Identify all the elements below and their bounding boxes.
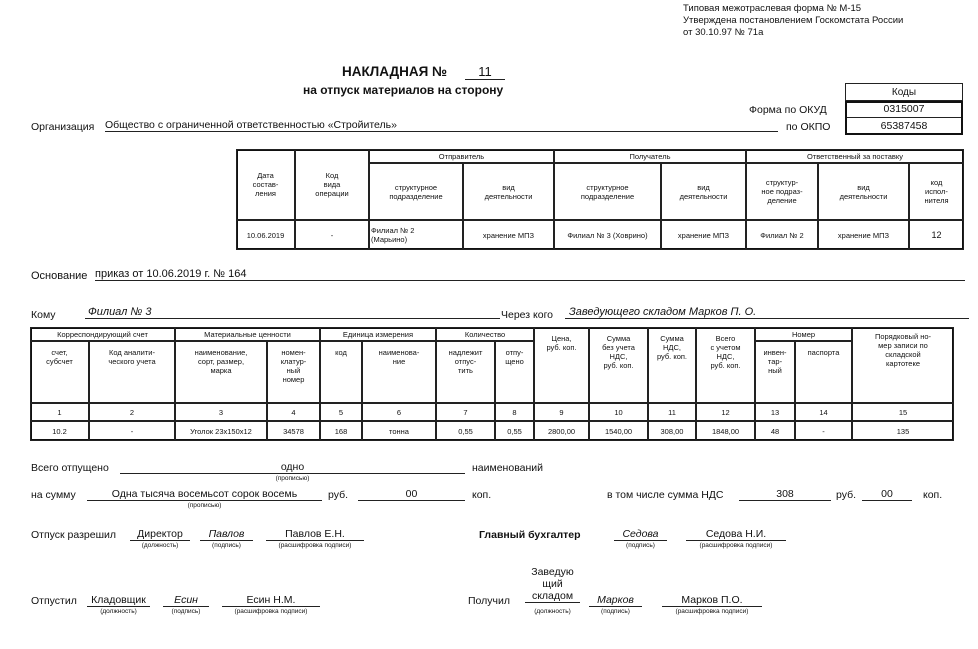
- th-record-no: Порядковый но- мер записи по складской картотеке: [852, 327, 954, 403]
- sum-label: на сумму: [31, 489, 76, 501]
- chief-accountant-label: Главный бухгалтер: [479, 529, 581, 541]
- td-resp-activity: хранение МПЗ: [818, 220, 909, 250]
- td-vat-sum: 308,00: [648, 421, 696, 441]
- col-number: 4: [267, 403, 320, 421]
- col-number: 11: [648, 403, 696, 421]
- td-sender-unit: Филиал № 2 (Марьино): [369, 220, 463, 250]
- td-price: 2800,00: [534, 421, 589, 441]
- col-number: 1: [30, 403, 89, 421]
- vat-rub-label: руб.: [836, 489, 857, 501]
- th-receiver: Получатель: [554, 149, 746, 163]
- form-approval-line: Утверждена постановлением Госкомстата России: [683, 15, 904, 26]
- th-sum-no-vat: Сумма без учета НДС, руб. коп.: [589, 327, 648, 403]
- th-receiver-unit: структурное подразделение: [554, 163, 661, 220]
- received-position-caption: (должность): [534, 608, 571, 615]
- chief-name: Седова Н.И.: [686, 528, 786, 541]
- th-group-account: Корреспондирующий счет: [30, 327, 175, 341]
- okud-code: 0315007: [883, 103, 925, 115]
- td-unit-name: тонна: [362, 421, 436, 441]
- released-position: Кладовщик: [87, 594, 150, 607]
- okpo-code: 65387458: [880, 120, 928, 132]
- td-date: 10.06.2019: [236, 220, 295, 250]
- to-label: Кому: [31, 309, 56, 321]
- through-value: Заведующего складом Марков П. О.: [565, 306, 969, 319]
- col-number: 14: [795, 403, 852, 421]
- doc-subtitle: на отпуск материалов на сторону: [303, 83, 504, 97]
- codes-header: Коды: [845, 83, 963, 101]
- td-material-name: Уголок 23х150х12: [175, 421, 267, 441]
- th-group-number: Номер: [755, 327, 852, 341]
- doc-number: 11: [465, 64, 505, 80]
- th-resp-unit: структур- ное подраз- деление: [746, 163, 818, 220]
- td-sender-activity: хранение МПЗ: [463, 220, 554, 250]
- td-account-no: 10.2: [30, 421, 89, 441]
- col-number: 2: [89, 403, 175, 421]
- sum-kop-value: 00: [358, 488, 465, 501]
- th-receiver-activity: вид деятельности: [661, 163, 746, 220]
- th-qty-released: отпу- щено: [495, 341, 534, 403]
- received-position: Заведую щий складом: [525, 566, 580, 603]
- form-date-line: от 30.10.97 № 71а: [683, 27, 764, 38]
- items-label: наименований: [472, 462, 544, 474]
- col-number: 9: [534, 403, 589, 421]
- basis-label: Основание: [31, 270, 88, 282]
- th-resp-activity: вид деятельности: [818, 163, 909, 220]
- th-date: Дата состав- ления: [236, 149, 295, 220]
- td-total-vat: 1848,00: [696, 421, 755, 441]
- released-signature-caption: (подпись): [171, 608, 201, 615]
- sum-kop-label: коп.: [472, 489, 492, 501]
- released-signature: Есин: [163, 594, 209, 607]
- td-receiver-activity: хранение МПЗ: [661, 220, 746, 250]
- okpo-label: по ОКПО: [786, 121, 831, 133]
- col-number: 10: [589, 403, 648, 421]
- th-inventory: инвен- тар- ный: [755, 341, 795, 403]
- okud-label: Форма по ОКУД: [749, 104, 827, 116]
- td-unit-code: 168: [320, 421, 362, 441]
- vat-kop-label: коп.: [923, 489, 943, 501]
- th-responsible: Ответственный за поставку: [746, 149, 964, 163]
- col-number: 12: [696, 403, 755, 421]
- codes-divider: [847, 117, 961, 118]
- th-account-no: счет, субсчет: [30, 341, 89, 403]
- th-group-materials: Материальные ценности: [175, 327, 320, 341]
- allowed-signature: Павлов: [200, 528, 253, 541]
- th-sender: Отправитель: [369, 149, 554, 163]
- td-qty-due: 0,55: [436, 421, 495, 441]
- td-record-no: 135: [852, 421, 954, 441]
- td-receiver-unit: Филиал № 3 (Ховрино): [554, 220, 661, 250]
- col-number: 6: [362, 403, 436, 421]
- allowed-label: Отпуск разрешил: [31, 529, 117, 541]
- th-sender-activity: вид деятельности: [463, 163, 554, 220]
- released-name: Есин Н.М.: [222, 594, 320, 607]
- allowed-position: Директор: [130, 528, 190, 541]
- td-qty-released: 0,55: [495, 421, 534, 441]
- released-position-caption: (должность): [100, 608, 137, 615]
- th-item-no: номен- клатур- ный номер: [267, 341, 320, 403]
- chief-signature-caption: (подпись): [626, 542, 655, 549]
- released-total-label: Всего отпущено: [31, 462, 109, 474]
- released-name-caption: (расшифровка подписи): [234, 608, 308, 615]
- to-value: Филиал № 3: [85, 306, 500, 319]
- col-number: 15: [852, 403, 954, 421]
- doc-title: НАКЛАДНАЯ №: [342, 64, 448, 79]
- received-signature: Марков: [589, 594, 642, 607]
- th-group-unit: Единица измерения: [320, 327, 436, 341]
- sum-words-caption: (прописью): [187, 502, 222, 509]
- vat-total-value: 308: [739, 488, 831, 501]
- th-group-qty: Количество: [436, 327, 534, 341]
- td-op-code: -: [295, 220, 369, 250]
- chief-signature: Седова: [614, 528, 667, 541]
- released-total-caption: (прописью): [275, 475, 310, 482]
- vat-total-label: в том числе сумма НДС: [607, 489, 724, 501]
- received-name: Марков П.О.: [662, 594, 762, 607]
- organization-label: Организация: [31, 121, 95, 133]
- td-item-no: 34578: [267, 421, 320, 441]
- received-label: Получил: [468, 595, 510, 607]
- released-by-label: Отпустил: [31, 595, 77, 607]
- organization-value: Общество с ограниченной ответственностью «Стройитель»: [105, 119, 778, 132]
- th-op-code: Код вида операции: [295, 149, 369, 220]
- chief-name-caption: (расшифровка подписи): [699, 542, 773, 549]
- col-number: 13: [755, 403, 795, 421]
- col-number: 7: [436, 403, 495, 421]
- td-analytic-code: -: [89, 421, 175, 441]
- th-sender-unit: структурное подразделение: [369, 163, 463, 220]
- col-number: 5: [320, 403, 362, 421]
- received-signature-caption: (подпись): [601, 608, 630, 615]
- col-number: 8: [495, 403, 534, 421]
- th-qty-due: надлежит отпус- тить: [436, 341, 495, 403]
- th-executor-code: код испол- нителя: [909, 163, 964, 220]
- th-total-vat: Всего с учетом НДС, руб. коп.: [696, 327, 755, 403]
- received-name-caption: (расшифровка подписи): [675, 608, 749, 615]
- th-passport: паспорта: [795, 341, 852, 403]
- released-total-value: одно: [120, 461, 465, 474]
- sum-rub-label: руб.: [328, 489, 349, 501]
- td-sum-no-vat: 1540,00: [589, 421, 648, 441]
- th-vat-sum: Сумма НДС, руб. коп.: [648, 327, 696, 403]
- basis-value: приказ от 10.06.2019 г. № 164: [95, 268, 965, 281]
- allowed-position-caption: (должность): [141, 542, 179, 549]
- through-label: Через кого: [501, 309, 554, 321]
- td-passport: -: [795, 421, 852, 441]
- th-analytic-code: Код аналити- ческого учета: [89, 341, 175, 403]
- td-executor-code: 12: [909, 220, 964, 250]
- allowed-name: Павлов Е.Н.: [266, 528, 364, 541]
- col-number: 3: [175, 403, 267, 421]
- allowed-name-caption: (расшифровка подписи): [278, 542, 352, 549]
- td-resp-unit: Филиал № 2: [746, 220, 818, 250]
- form-type-line: Типовая межотраслевая форма № М-15: [683, 3, 862, 14]
- th-unit-code: код: [320, 341, 362, 403]
- allowed-signature-caption: (подпись): [212, 542, 241, 549]
- th-material-name: наименование, сорт, размер, марка: [175, 341, 267, 403]
- th-price: Цена, руб. коп.: [534, 327, 589, 403]
- td-inventory: 48: [755, 421, 795, 441]
- vat-kop-value: 00: [862, 488, 912, 501]
- th-unit-name: наименова- ние: [362, 341, 436, 403]
- sum-words-value: Одна тысяча восемьсот сорок восемь: [87, 488, 322, 501]
